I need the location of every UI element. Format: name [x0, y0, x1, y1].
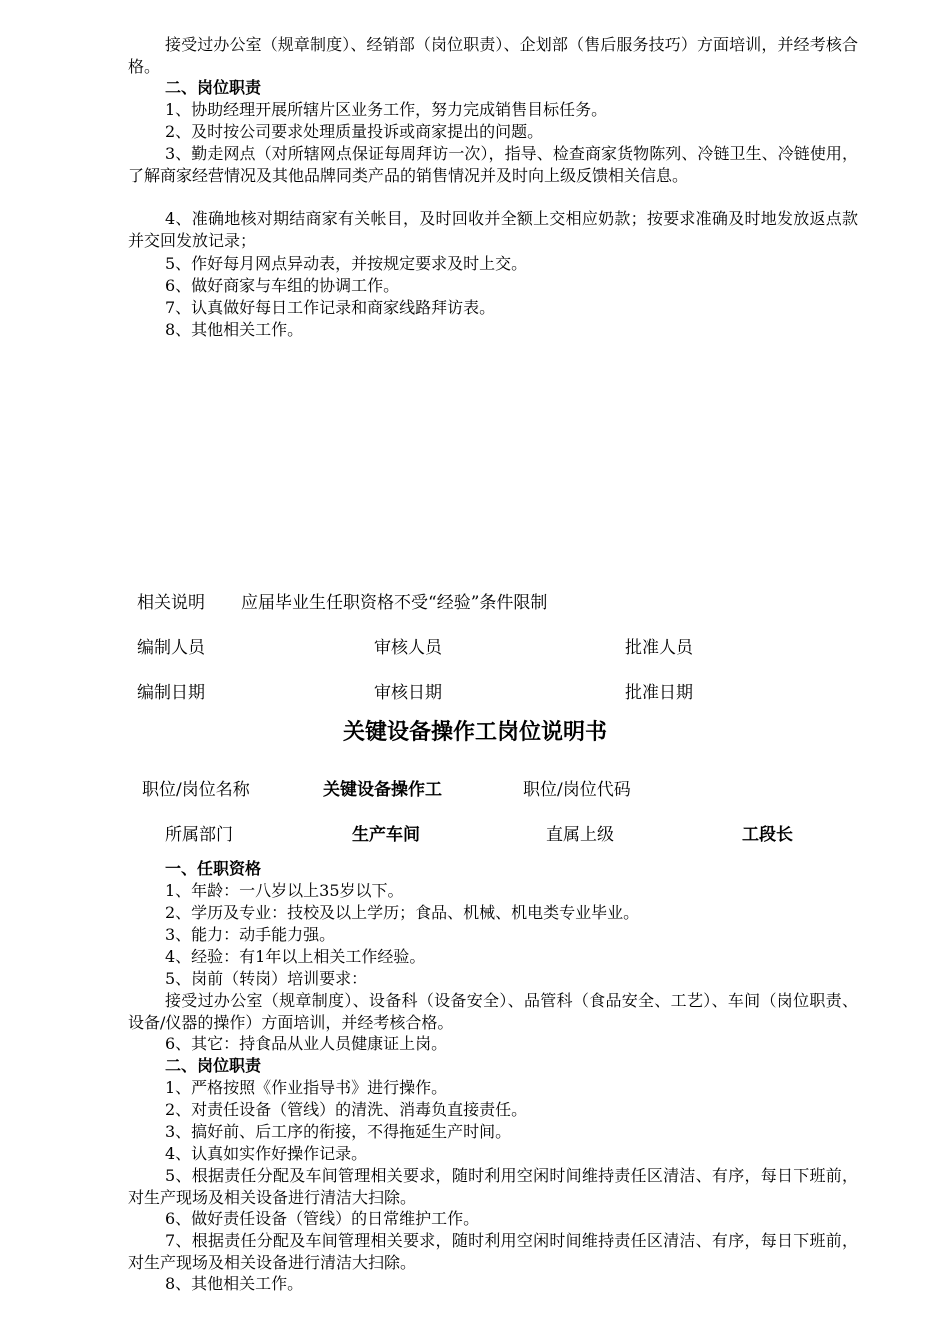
- duty-item: 1、严格按照《作业指导书》进行操作。: [165, 1078, 448, 1097]
- reviewed-by-label: 审核人员: [374, 638, 442, 658]
- qualification-item: 5、岗前（转岗）培训要求：: [165, 969, 368, 988]
- duty-item: 8、其他相关工作。: [165, 1274, 304, 1293]
- duty-item: 6、做好责任设备（管线）的日常维护工作。: [165, 1209, 480, 1228]
- training-paragraph: 接受过办公室（规章制度）、经销部（岗位职责）、企划部（售后服务技巧）方面培训，并经考核合格。: [128, 35, 858, 76]
- qualification-item: 6、其它：持食品从业人员健康证上岗。: [165, 1034, 448, 1053]
- duties-heading-2: 二、岗位职责: [165, 1056, 262, 1075]
- duty-item: 4、准确地核对期结商家有关帐目，及时回收并全额上交相应奶款；按要求准确及时地发放返点款并交回发放记录；: [128, 209, 858, 250]
- duty-item: 5、根据责任分配及车间管理相关要求，随时利用空闲时间维持责任区清洁、有序，每日下班前，对生产现场及相关设备进行清洁大扫除。: [128, 1166, 858, 1207]
- department-value: 生产车间: [352, 825, 420, 845]
- department-label: 所属部门: [165, 825, 233, 845]
- reviewed-date-label: 审核日期: [374, 683, 442, 703]
- duty-item: 3、搞好前、后工序的衔接，不得拖延生产时间。: [165, 1122, 512, 1141]
- duty-item: 8、其他相关工作。: [165, 320, 304, 339]
- duty-item: 2、及时按公司要求处理质量投诉或商家提出的问题。: [165, 122, 544, 141]
- position-code-label: 职位/岗位代码: [523, 780, 631, 800]
- position-name-label: 职位/岗位名称: [142, 780, 250, 800]
- duty-item: 1、协助经理开展所辖片区业务工作，努力完成销售目标任务。: [165, 100, 608, 119]
- superior-value: 工段长: [742, 825, 793, 845]
- approved-by-label: 批准人员: [625, 638, 693, 658]
- approved-date-label: 批准日期: [625, 683, 693, 703]
- prepared-date-label: 编制日期: [137, 683, 205, 703]
- duty-item: 4、认真如实作好操作记录。: [165, 1144, 368, 1163]
- prepared-by-label: 编制人员: [137, 638, 205, 658]
- qualifications-heading: 一、任职资格: [165, 859, 262, 878]
- note-text: 应届毕业生任职资格不受“经验”条件限制: [241, 593, 548, 613]
- duty-item: 2、对责任设备（管线）的清洗、消毒负直接责任。: [165, 1100, 528, 1119]
- duty-item: 7、认真做好每日工作记录和商家线路拜访表。: [165, 298, 496, 317]
- duty-item: 3、勤走网点（对所辖网点保证每周拜访一次），指导、检查商家货物陈列、冷链卫生、冷链使用，了解商家经营情况及其他品牌同类产品的销售情况并及时向上级反馈相关信息。: [128, 144, 858, 185]
- duty-item: 6、做好商家与车组的协调工作。: [165, 276, 400, 295]
- duties-heading: 二、岗位职责: [165, 78, 262, 97]
- qualification-item: 4、经验：有1年以上相关工作经验。: [165, 947, 426, 966]
- qualification-item: 1、年龄：一八岁以上35岁以下。: [165, 881, 404, 900]
- duty-item: 5、作好每月网点异动表，并按规定要求及时上交。: [165, 254, 528, 273]
- document-title: 关键设备操作工岗位说明书: [342, 719, 607, 745]
- qualification-item: 3、能力：动手能力强。: [165, 925, 336, 944]
- qualification-item: 接受过办公室（规章制度）、设备科（设备安全）、品管科（食品安全、工艺）、车间（岗位职责、设备/仪器的操作）方面培训，并经考核合格。: [128, 991, 858, 1032]
- duty-item: 7、根据责任分配及车间管理相关要求，随时利用空闲时间维持责任区清洁、有序，每日下班前，对生产现场及相关设备进行清洁大扫除。: [128, 1231, 858, 1272]
- position-name-value: 关键设备操作工: [323, 780, 442, 800]
- qualification-item: 2、学历及专业：技校及以上学历；食品、机械、机电类专业毕业。: [165, 903, 640, 922]
- superior-label: 直属上级: [546, 825, 614, 845]
- note-label: 相关说明: [137, 593, 205, 613]
